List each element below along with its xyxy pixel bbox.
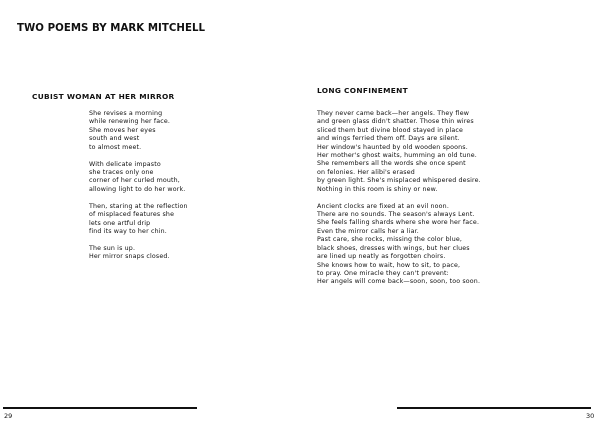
poem-line: and green glass didn't shatter. Those thin wires <box>317 118 474 126</box>
poem-line: They never came back—her angels. They flew <box>317 110 470 117</box>
poem-line: of misplaced features she <box>89 211 175 219</box>
poem-line: With delicate impasto <box>89 160 161 168</box>
poem-line: Even the mirror calls her a liar. <box>317 227 419 235</box>
poem-line: Her angels will come back—soon, soon, too soon. <box>317 278 481 286</box>
stanza <box>89 245 188 262</box>
poem-line: sliced them but divine blood stayed in place <box>317 126 464 134</box>
poem-line: She knows how to wait, how to sit, to pace, <box>317 261 461 269</box>
poem-line: find its way to her chin. <box>89 228 167 236</box>
poem-line: Her mother's ghost waits, humming an old tune. <box>317 152 477 160</box>
poem-line: to almost meet. <box>89 143 142 151</box>
right-page <box>300 0 600 424</box>
stanza <box>317 110 481 194</box>
stanza <box>89 110 188 152</box>
poem-line: She revises a morning <box>89 110 163 117</box>
poem-title-long-confinement: LONG CONFINEMENT <box>317 86 408 95</box>
poem-line: Her mirror snaps closed. <box>89 253 170 261</box>
poem-line: are lined up neatly as forgotten choirs. <box>317 253 446 261</box>
poem-line: Past care, she rocks, missing the color blue, <box>317 236 463 244</box>
spread-title: TWO POEMS BY MARK MITCHELL <box>17 23 206 34</box>
poem-line: black shoes, dresses with wings, but her clues <box>317 244 470 252</box>
poem-line: south and west <box>89 135 140 143</box>
page-number: 29 <box>4 412 13 420</box>
footer-rule <box>3 407 197 409</box>
page-number: 30 <box>586 412 595 420</box>
poem-line: There are no sounds. The season's always Lent. <box>317 211 475 219</box>
poem-line: on felonies. Her alibi's erased <box>317 168 415 176</box>
poem-line: Then, staring at the reflection <box>89 202 188 210</box>
poem-title-cubist-woman: CUBIST WOMAN AT HER MIRROR <box>32 92 175 101</box>
poem-body-long-confinement <box>317 110 481 287</box>
poem-line: Ancient clocks are fixed at an evil noon. <box>317 202 449 210</box>
poem-line: She remembers all the words she once spent <box>317 160 466 168</box>
poem-line: she traces only one <box>89 169 154 177</box>
poem-line: and wings ferried them off. Days are silent. <box>317 135 460 143</box>
poem-line: She moves her eyes <box>89 126 156 134</box>
poem-body-cubist-woman <box>89 110 188 262</box>
poem-line: corner of her curled mouth, <box>89 177 180 185</box>
poem-line: She feels falling shards where she wore her face. <box>317 219 480 227</box>
stanza <box>317 203 481 287</box>
poem-line: while renewing her face. <box>89 118 171 126</box>
stanza <box>89 161 188 195</box>
poem-line: Nothing in this room is shiny or new. <box>317 185 438 193</box>
poem-line: allowing light to do her work. <box>89 185 186 193</box>
poem-line: by green light. She's misplaced whispered desire. <box>317 177 481 185</box>
poem-line: to pray. One miracle they can't prevent: <box>317 269 449 277</box>
footer-rule <box>397 407 591 409</box>
poem-line: The sun is up. <box>89 245 136 253</box>
stanza <box>89 203 188 237</box>
poem-line: Her window's haunted by old wooden spoons. <box>317 143 468 151</box>
poem-line: lets one artful drip <box>89 219 151 227</box>
